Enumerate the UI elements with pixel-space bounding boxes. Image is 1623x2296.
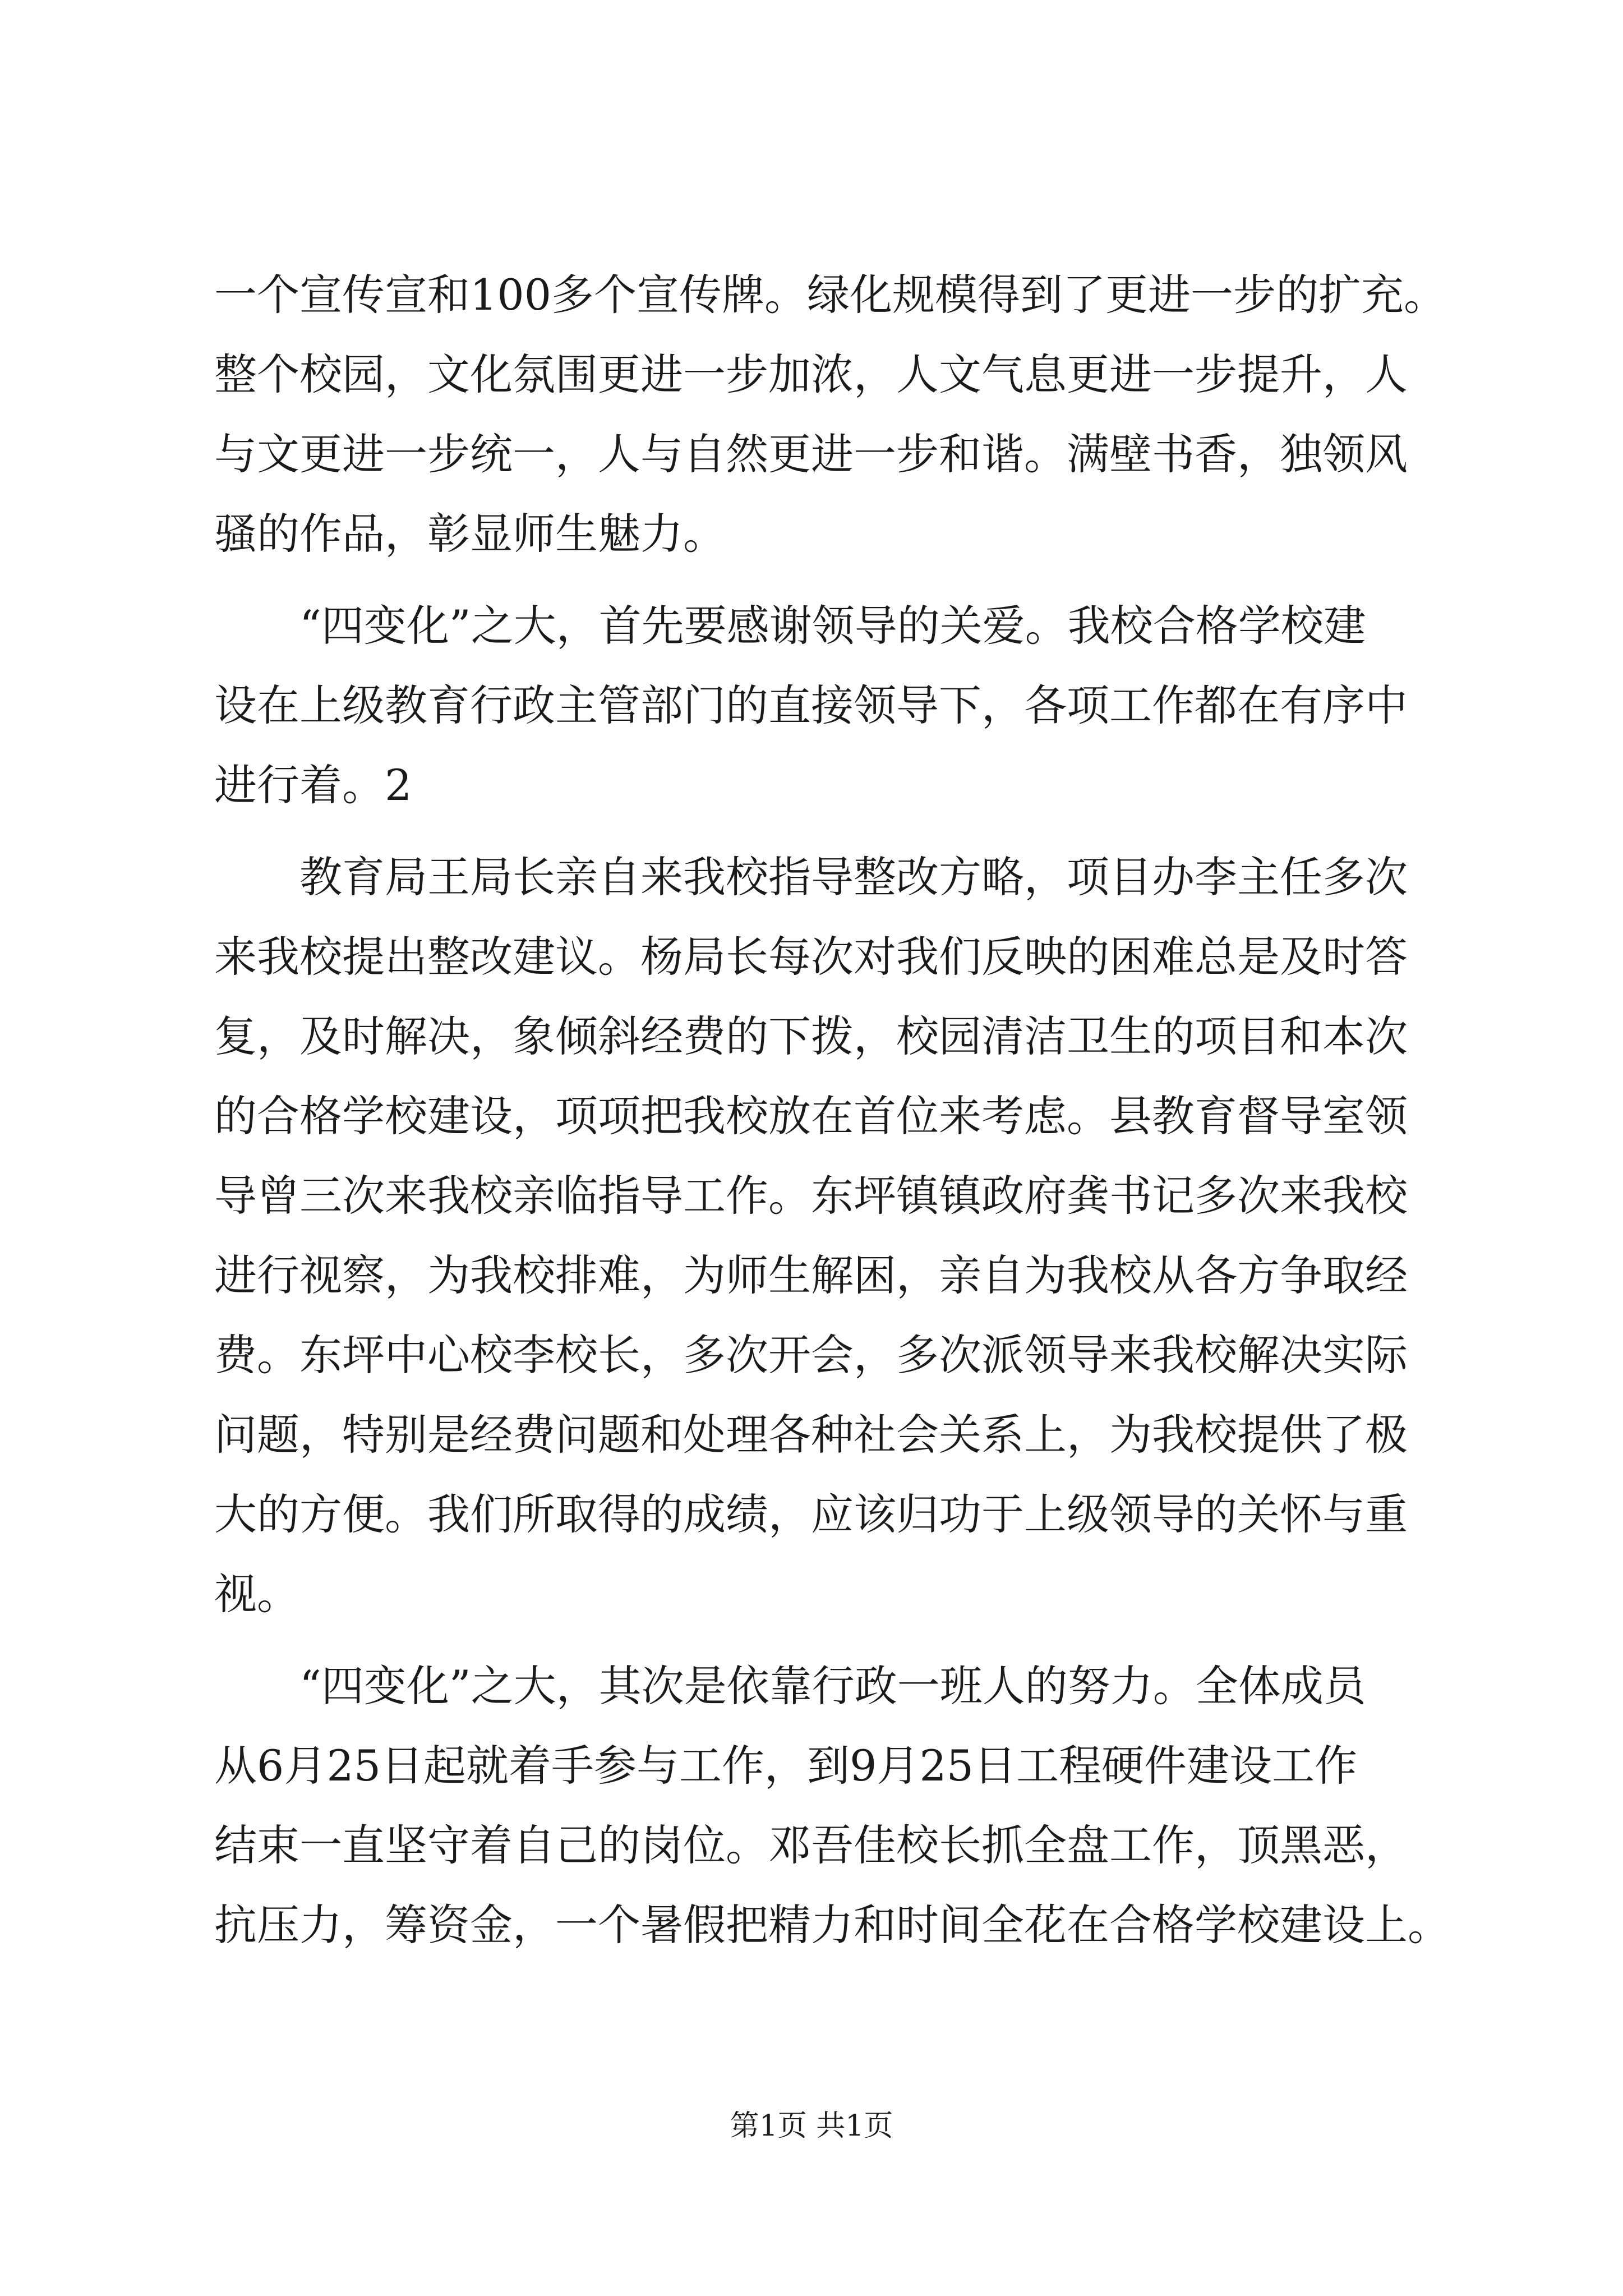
text-line: 视。 [214, 1569, 299, 1619]
text-line: 从6月25日起就着手参与工作，到9月25日工程硬件建设工作 [214, 1741, 1358, 1791]
text-line: 费。东坪中心校李校长，多次开会，多次派领导来我校解决实际 [214, 1330, 1408, 1380]
text-line: 抗压力，筹资金，一个暑假把精力和时间全花在合格学校建设上。 [214, 1900, 1450, 1950]
text-line: 整个校园，文化氛围更进一步加浓，人文气息更进一步提升，人 [214, 349, 1408, 399]
text-line: 导曾三次来我校亲临指导工作。东坪镇镇政府龚书记多次来我校 [214, 1171, 1408, 1221]
text-line: 与文更进一步统一，人与自然更进一步和谐。满壁书香，独领风 [214, 429, 1408, 479]
text-line: 设在上级教育行政主管部门的直接领导下，各项工作都在有序中 [214, 680, 1408, 730]
text-line: 的合格学校建设，项项把我校放在首位来考虑。县教育督导室领 [214, 1091, 1408, 1141]
text-line: 问题，特别是经费问题和处理各种社会关系上，为我校提供了极 [214, 1410, 1408, 1460]
text-line: 来我校提出整改建议。杨局长每次对我们反映的困难总是及时答 [214, 932, 1408, 982]
page-footer: 第1页 共1页 [730, 2109, 893, 2143]
text-line: 大的方便。我们所取得的成绩，应该归功于上级领导的关怀与重 [214, 1489, 1408, 1539]
body-text [214, 255, 1450, 1965]
text-line: 教育局王局长亲自来我校指导整改方略，项目办李主任多次 [214, 852, 1408, 902]
text-line: 一个宣传宣和100多个宣传牌。绿化规模得到了更进一步的扩充。 [214, 270, 1447, 320]
text-line: 骚的作品，彰显师生魅力。 [214, 509, 726, 559]
text-line: 进行视察，为我校排难，为师生解困，亲自为我校从各方争取经 [214, 1250, 1408, 1300]
text-line: 进行着。2 [214, 760, 412, 810]
text-line: “四变化”之大，其次是依靠行政一班人的努力。全体成员 [214, 1661, 1366, 1711]
text-line: 复，及时解决，象倾斜经费的下拨，校园清洁卫生的项目和本次 [214, 1011, 1408, 1061]
text-line: “四变化”之大，首先要感谢领导的关爱。我校合格学校建 [214, 601, 1366, 651]
text-line: 结束一直坚守着自己的岗位。邓吾佳校长抓全盘工作，顶黑恶， [214, 1820, 1408, 1870]
